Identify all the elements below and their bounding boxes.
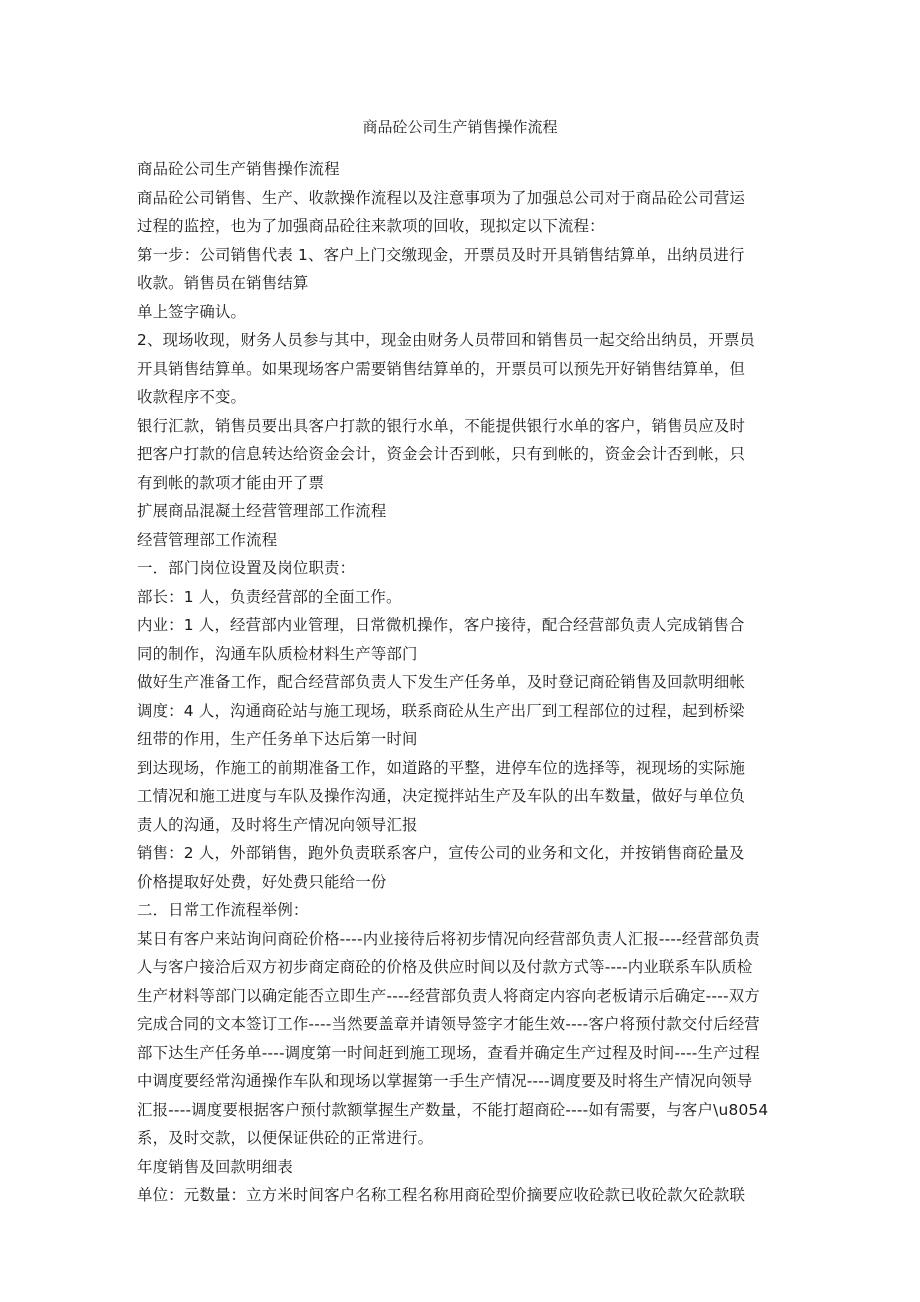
- paragraph-line: 收款程序不变。: [137, 388, 247, 406]
- paragraph-line: 某日有客户来站询问商砼价格----内业接待后将初步情况向经营部负责人汇报----经营部负责: [137, 929, 760, 948]
- table-header-line: 单位：元数量：立方米时间客户名称工程名称用商砼型价摘要应收砼款已收砼款欠砼款联: [137, 1186, 746, 1204]
- paragraph-line: 生产材料等部门以确定能否立即生产----经营部负责人将商定内容向老板请示后确定----双方: [137, 986, 760, 1005]
- paragraph-line: 纽带的作用，生产任务单下达后第一时间: [137, 730, 418, 748]
- paragraph-line: 责人的沟通，及时将生产情况向领导汇报: [137, 815, 418, 834]
- document-title: 商品砼公司生产销售操作流程: [362, 118, 558, 136]
- paragraph-line: 把客户打款的信息转达给资金会计，资金会计否到帐，只有到帐的，资金会计否到帐，只: [137, 445, 746, 463]
- paragraph-line: 部下达生产任务单----调度第一时间赶到施工现场，查看并确定生产过程及时间----生产过程: [137, 1043, 760, 1062]
- paragraph-line: 2、现场收现，财务人员参与其中，现金由财务人员带回和销售员一起交给出纳员，开票员: [137, 331, 756, 349]
- paragraph-line: 价格提取好处费，好处费只能给一份: [137, 872, 387, 891]
- paragraph-line: 人与客户接洽后双方初步商定商砼的价格及供应时间以及付款方式等----内业联系车队质检: [137, 958, 753, 976]
- paragraph-line: 汇报----调度要根据客户预付款额掌握生产数量，不能打超商砼----如有需要，与客户\u8054: [137, 1100, 769, 1119]
- paragraph-line: 系，及时交款，以便保证供砼的正常进行。: [137, 1129, 434, 1147]
- paragraph-line: 商品砼公司销售、生产、收款操作流程以及注意事项为了加强总公司对于商品砼公司营运: [137, 188, 746, 207]
- section-heading: 扩展商品混凝土经营管理部工作流程: [137, 502, 387, 520]
- paragraph-line: 部长：1 人，负责经营部的全面工作。: [137, 587, 402, 606]
- paragraph-line: 收款。销售员在销售结算: [137, 274, 309, 292]
- section-heading: 经营管理部工作流程: [137, 530, 278, 549]
- section-heading: 年度销售及回款明细表: [137, 1157, 293, 1176]
- paragraph-line: 到达现场，作施工的前期准备工作，如道路的平整，进停车位的选择等，视现场的实际施: [137, 758, 746, 777]
- paragraph-line: 银行汇款，销售员要出具客户打款的银行水单，不能提供银行水单的客户，销售员应及时: [137, 416, 746, 435]
- paragraph-line: 中调度要经常沟通操作车队和现场以掌握第一手生产情况----调度要及时将生产情况向领导: [137, 1072, 753, 1090]
- paragraph-line: 有到帐的款项才能由开了票: [137, 473, 325, 492]
- paragraph-line: 调度：4 人，沟通商砼站与施工现场，联系商砼从生产出厂到工程部位的过程，起到桥梁: [137, 701, 745, 720]
- section-heading: 一．部门岗位设置及岗位职责：: [137, 559, 356, 577]
- section-heading: 二．日常工作流程举例：: [137, 901, 309, 919]
- paragraph-line: 内业：1 人，经营部内业管理，日常微机操作，客户接待，配合经营部负责人完成销售合: [137, 616, 745, 634]
- paragraph-line: 做好生产准备工作，配合经营部负责人下发生产任务单，及时登记商砼销售及回款明细帐: [137, 673, 746, 691]
- paragraph-line: 完成合同的文本签订工作----当然要盖章并请领导签字才能生效----客户将预付款交付后经营: [137, 1015, 760, 1033]
- document-body: [137, 155, 787, 1210]
- paragraph-line: 同的制作，沟通车队质检材料生产等部门: [137, 644, 418, 663]
- paragraph-line: 第一步：公司销售代表 1、客户上门交缴现金，开票员及时开具销售结算单，出纳员进行: [137, 245, 745, 264]
- paragraph-line: 过程的监控，也为了加强商品砼往来款项的回收，现拟定以下流程：: [137, 217, 605, 235]
- paragraph-line: 单上签字确认。: [137, 302, 247, 321]
- paragraph-line: 工情况和施工进度与车队及操作沟通，决定搅拌站生产及车队的出车数量，做好与单位负: [137, 787, 746, 805]
- paragraph-line: 销售：2 人，外部销售，跑外负责联系客户，宣传公司的业务和文化，并按销售商砼量及: [137, 844, 745, 862]
- paragraph-line: 开具销售结算单。如果现场客户需要销售结算单的，开票员可以预先开好销售结算单，但: [137, 359, 746, 378]
- paragraph-line: 商品砼公司生产销售操作流程: [137, 160, 340, 178]
